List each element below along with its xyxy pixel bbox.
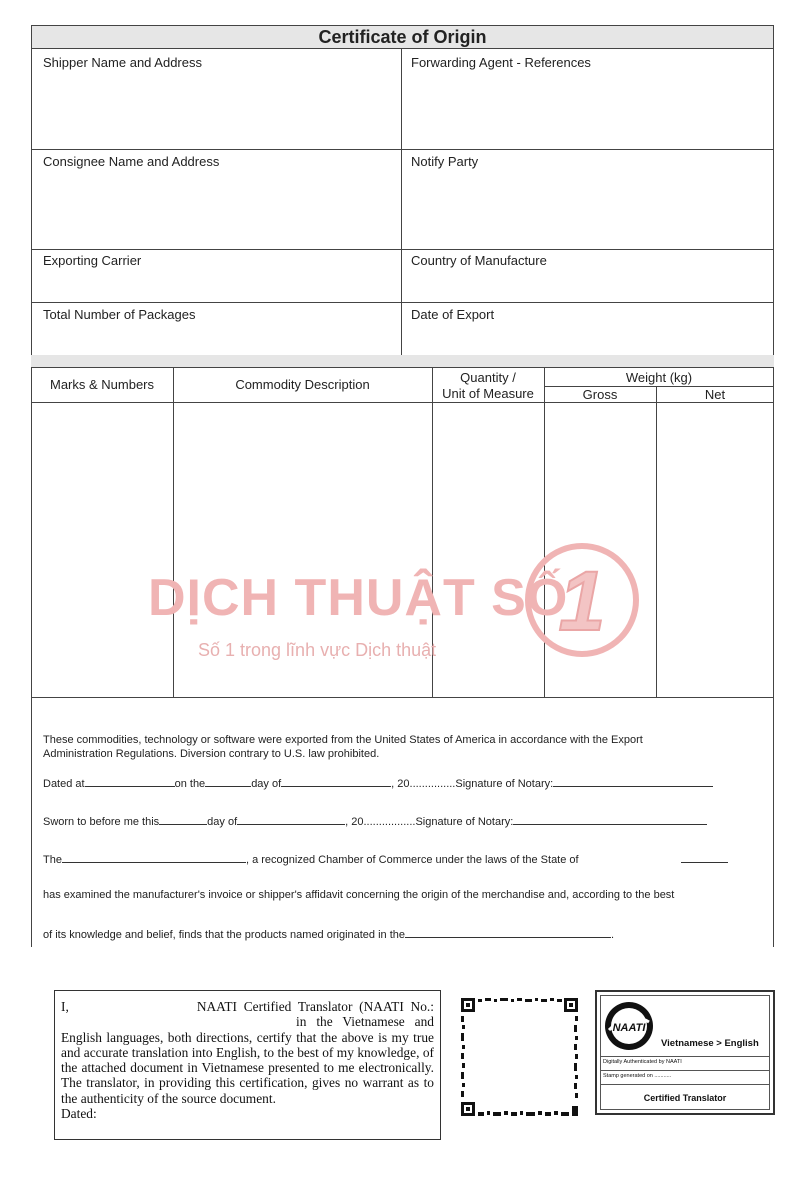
date-of-export-label: Date of Export <box>411 307 495 322</box>
country-of-manufacture-label: Country of Manufacture <box>411 253 547 268</box>
table-column-divider <box>656 386 657 697</box>
sworn-month-blank[interactable] <box>237 814 345 825</box>
sworn-signature-blank[interactable] <box>513 814 707 825</box>
total-packages-label: Total Number of Packages <box>43 307 196 322</box>
stamp-line <box>601 1084 769 1085</box>
separator-strip <box>31 355 774 367</box>
table-column-divider <box>432 367 433 697</box>
translator-i: I, <box>61 999 69 1014</box>
consignee-label: Consignee Name and Address <box>43 154 220 169</box>
day-blank[interactable] <box>205 776 251 787</box>
dated-at-blank[interactable] <box>85 776 175 787</box>
knowledge-period: . <box>611 929 615 941</box>
table-column-divider <box>544 367 545 697</box>
dated-at-label: Dated at <box>43 778 85 790</box>
dated-line <box>43 776 713 790</box>
translator-dated: Dated: <box>61 1106 97 1122</box>
row-divider <box>31 149 774 150</box>
table-bottom <box>31 697 774 698</box>
sworn-year-label: , 20 <box>345 816 364 828</box>
shipper-label: Shipper Name and Address <box>43 55 202 70</box>
year-label: , 20 <box>391 778 410 790</box>
marks-numbers-header: Marks & Numbers <box>49 377 155 392</box>
knowledge-text: of its knowledge and belief, finds that the products named originated in the <box>43 929 406 941</box>
examined-line: has examined the manufacturer's invoice or shipper's affidavit concerning the origin of the merchandise and, according to the best <box>43 889 675 901</box>
sworn-day-blank[interactable] <box>159 814 207 825</box>
commodity-description-header: Commodity Description <box>235 377 370 392</box>
sworn-day-of-label: day of <box>207 816 238 828</box>
on-the-label: on the <box>174 778 206 790</box>
state-blank[interactable] <box>681 852 728 863</box>
watermark-tagline: Số 1 trong lĩnh vực Dịch thuật <box>198 640 437 660</box>
row-divider <box>31 249 774 250</box>
weight-header: Weight (kg) <box>625 370 693 385</box>
stamp-generated: Stamp generated on ........... <box>603 1073 672 1079</box>
row-divider <box>31 367 774 368</box>
stamp-language-pair: Vietnamese > English <box>661 1038 759 1049</box>
qr-code <box>461 998 578 1116</box>
the-label: The <box>43 854 62 866</box>
form-right-border <box>773 49 774 947</box>
sworn-label: Sworn to before me this <box>43 816 160 828</box>
field-divider <box>401 49 402 355</box>
table-column-divider <box>173 367 174 697</box>
stamp-certified: Certified Translator <box>643 1093 727 1103</box>
sworn-signature-label: Signature of Notary: <box>415 816 514 828</box>
naati-stamp <box>595 990 775 1115</box>
row-divider <box>31 302 774 303</box>
naati-logo-icon <box>603 1000 655 1052</box>
translator-naati-text: NAATI Certified Translator (NAATI No.: <box>196 999 434 1014</box>
day-of-label: day of <box>251 778 282 790</box>
notify-party-label: Notify Party <box>411 154 479 169</box>
signature-notary-label: Signature of Notary: <box>455 778 554 790</box>
naati-logo-text: NAATI <box>612 1022 646 1034</box>
translator-statement <box>54 990 441 1140</box>
watermark-logo-icon <box>522 540 642 660</box>
origin-country-blank[interactable] <box>405 927 611 938</box>
knowledge-line <box>43 927 614 941</box>
sworn-year-dots: ................. <box>363 816 416 828</box>
sworn-line <box>43 814 707 828</box>
forwarding-agent-label: Forwarding Agent - References <box>411 55 591 70</box>
declaration-line-1: These commodities, technology or software were exported from the United States of America in accordance with the Export <box>43 734 643 746</box>
month-blank[interactable] <box>281 776 391 787</box>
unit-of-measure-header: Unit of Measure <box>442 386 534 401</box>
watermark-logo-digit: 1 <box>558 554 606 648</box>
stamp-line <box>601 1070 769 1071</box>
exporting-carrier-label: Exporting Carrier <box>43 253 142 268</box>
stamp-generated-label: Stamp generated on <box>603 1073 653 1079</box>
table-header-bottom <box>31 402 774 403</box>
chamber-line <box>43 852 579 866</box>
quantity-header: Quantity / <box>460 370 516 385</box>
chamber-text: , a recognized Chamber of Commerce under the laws of the State of <box>245 854 579 866</box>
signature-notary-blank[interactable] <box>553 776 713 787</box>
stamp-line <box>601 1056 769 1057</box>
chamber-name-blank[interactable] <box>62 852 246 863</box>
declaration-line-2: Administration Regulations. Diversion contrary to U.S. law prohibited. <box>43 748 380 760</box>
page-title: Certificate of Origin <box>31 25 774 49</box>
net-header: Net <box>704 387 726 402</box>
stamp-authenticated: Digitally Authenticated by NAATI <box>603 1059 682 1065</box>
watermark-brand: DỊCH THUẬT SỐ <box>148 569 569 627</box>
gross-header: Gross <box>582 387 618 402</box>
translator-certification-text: in the Vietnamese and English languages, both directions, certify that the above is my true and accurate translation into English, to the best of my knowledge, of the attached document in Vietnamese presented to me electronically. The translator, in providing this certification, gives no warrant as to the authenticity of the source document. <box>61 1014 434 1106</box>
form-left-border <box>31 49 32 947</box>
year-dots: ............... <box>409 778 456 790</box>
